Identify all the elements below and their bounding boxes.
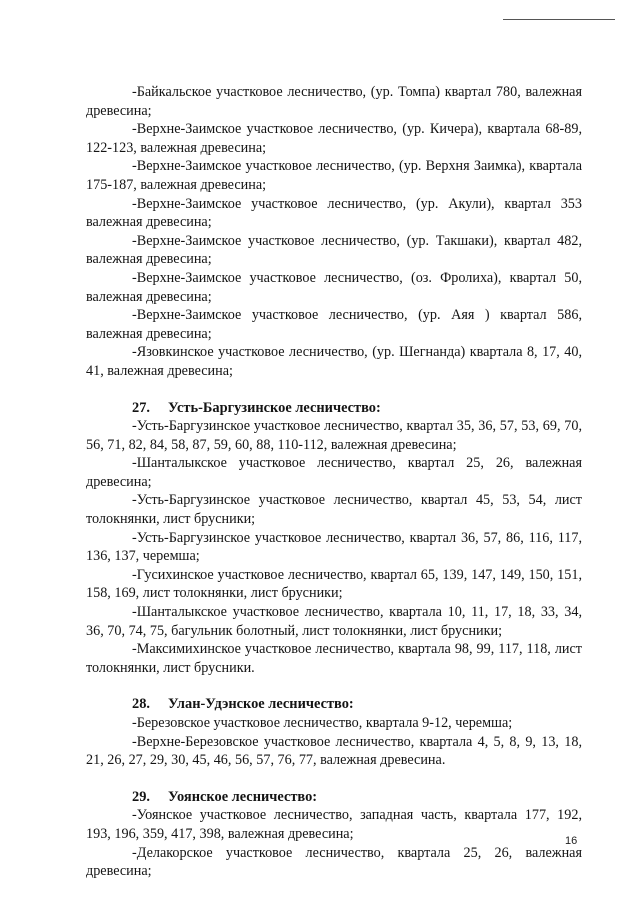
section-number: 28. (132, 696, 150, 713)
section-ulan-ude (86, 695, 582, 769)
header-rule (503, 19, 615, 20)
list-item: -Верхне-Заимское участковое лесничество, (ур. Кичера), квартала 68-89, 122-123, валежная древесина; (86, 121, 582, 156)
list-item: -Усть-Баргузинское участковое лесничество, квартал 35, 36, 57, 53, 69, 70, 56, 71, 82, 84, 58, 87, 59, 60, 88, 110-112, валежная древесина; (86, 418, 582, 453)
intro-list (86, 83, 582, 381)
document-body (86, 83, 582, 881)
list-item: -Верхне-Заимское участковое лесничество, (ур. Аяя ) квартал 586, валежная древесина; (86, 307, 582, 342)
list-item: -Усть-Баргузинское участковое лесничество, квартал 45, 53, 54, лист толокнянки, лист брусники; (86, 492, 582, 528)
list-item: -Уоянское участковое лесничество, западная часть, квартала 177, 192, 193, 196, 359, 417, 398, валежная древесина; (86, 807, 582, 842)
section-number: 29. (132, 788, 150, 805)
list-item: -Шанталыкское участковое лесничество, квартал 25, 26, валежная древесина; (86, 455, 582, 490)
list-item: -Верхне-Заимское участковое лесничество, (ур. Акули), квартал 353 валежная древесина; (86, 195, 582, 231)
section-title: Усть-Баргузинское лесничество: (168, 399, 381, 416)
section-number: 27. (132, 399, 150, 416)
list-item: -Байкальское участковое лесничество, (ур. Томпа) квартал 780, валежная древесина; (86, 84, 582, 119)
list-item: -Верхне-Заимское участковое лесничество, (ур. Верхня Заимка), квартала 175-187, валежная древесина; (86, 158, 582, 193)
list-item: -Гусихинское участковое лесничество, квартал 65, 139, 147, 149, 150, 151, 158, 169, лист толокнянки, лист брусники; (86, 566, 582, 602)
section-ust-barguzin (86, 399, 582, 678)
page-number: 16 (565, 835, 578, 847)
section-uoyan (86, 788, 582, 881)
section-title: Улан-Удэнское лесничество: (168, 696, 354, 713)
list-item: -Верхне-Заимское участковое лесничество, (ур. Такшаки), квартал 482, валежная древесина; (86, 232, 582, 268)
list-item: -Язовкинское участковое лесничество, (ур. Шегнанда) квартала 8, 17, 40, 41, валежная древесина; (86, 344, 582, 379)
section-heading (86, 399, 582, 418)
list-item: -Усть-Баргузинское участковое лесничество, квартал 36, 57, 86, 116, 117, 136, 137, черемша; (86, 529, 582, 565)
section-heading (86, 695, 582, 714)
list-item: -Шанталыкское участковое лесничество, квартала 10, 11, 17, 18, 33, 34, 36, 70, 74, 75, багульник болотный, лист толокнянки, лист брусники; (86, 604, 582, 639)
section-heading (86, 788, 582, 807)
list-item: -Максимихинское участковое лесничество, квартала 98, 99, 117, 118, лист толокнянки, лист брусники. (86, 641, 582, 676)
list-item: -Березовское участковое лесничество, квартала 9-12, черемша; (132, 715, 513, 731)
list-item: -Делакорское участковое лесничество, квартала 25, 26, валежная древесина; (86, 844, 582, 880)
section-title: Уоянское лесничество: (168, 788, 318, 805)
list-item: -Верхне-Березовское участковое лесничество, квартала 4, 5, 8, 9, 13, 18, 21, 26, 27, 29, 30, 45, 46, 56, 57, 76, 77, валежная древесина. (86, 733, 582, 769)
list-item: -Верхне-Заимское участковое лесничество, (оз. Фролиха), квартал 50, валежная древесина; (86, 269, 582, 305)
